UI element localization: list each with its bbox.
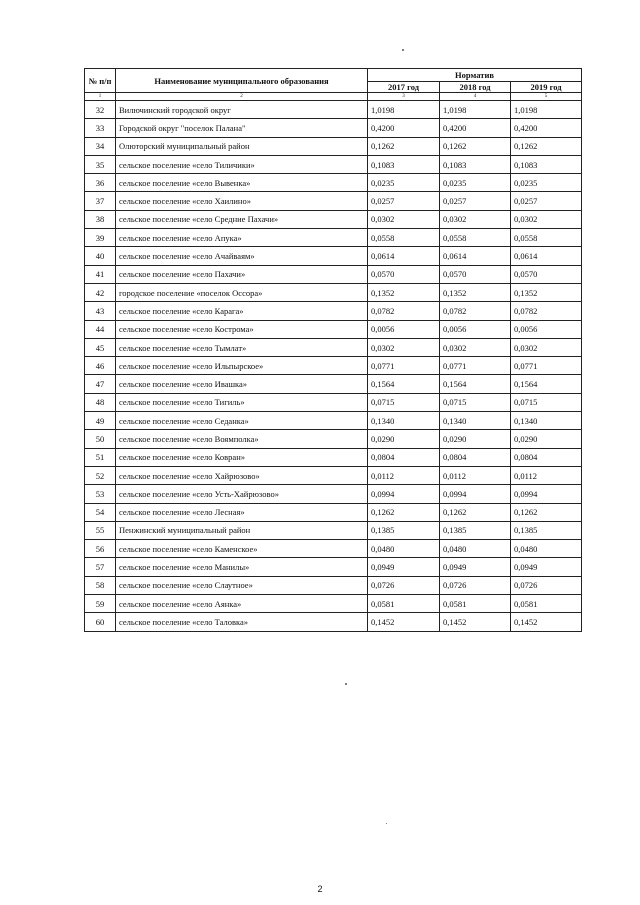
- row-number: 60: [85, 613, 116, 631]
- table-row: [85, 503, 582, 521]
- value-2018: 0,0257: [440, 192, 511, 210]
- municipality-name: сельское поселение «село Пахачи»: [116, 265, 368, 283]
- value-2018: 0,0614: [440, 247, 511, 265]
- municipality-name: сельское поселение «село Кострома»: [116, 320, 368, 338]
- row-number: 59: [85, 595, 116, 613]
- value-2019: 0,1564: [511, 375, 582, 393]
- value-2017: 0,0480: [368, 540, 440, 558]
- value-2018: 0,1083: [440, 155, 511, 173]
- table-row: [85, 466, 582, 484]
- row-number: 41: [85, 265, 116, 283]
- page-number: 2: [317, 884, 323, 894]
- row-number: 34: [85, 137, 116, 155]
- row-number: 51: [85, 448, 116, 466]
- table-row: [85, 320, 582, 338]
- value-2017: 0,0614: [368, 247, 440, 265]
- table-row: [85, 540, 582, 558]
- value-2019: 0,0257: [511, 192, 582, 210]
- scan-speck: [402, 49, 404, 51]
- value-2018: 0,0056: [440, 320, 511, 338]
- municipality-name: сельское поселение «село Лесная»: [116, 503, 368, 521]
- row-number: 43: [85, 302, 116, 320]
- value-2018: 0,0581: [440, 595, 511, 613]
- value-2017: 1,0198: [368, 101, 440, 119]
- value-2019: 0,0614: [511, 247, 582, 265]
- row-number: 55: [85, 521, 116, 539]
- value-2018: 0,1352: [440, 283, 511, 301]
- value-2017: 0,1564: [368, 375, 440, 393]
- row-number: 45: [85, 338, 116, 356]
- value-2017: 0,0235: [368, 174, 440, 192]
- value-2018: 0,1452: [440, 613, 511, 631]
- table-row: [85, 247, 582, 265]
- row-number: 49: [85, 412, 116, 430]
- header-number: № п/п: [85, 69, 116, 93]
- column-index: 1: [85, 93, 116, 101]
- value-2017: 0,1083: [368, 155, 440, 173]
- value-2017: 0,0804: [368, 448, 440, 466]
- municipality-name: сельское поселение «село Усть-Хайрюзово»: [116, 485, 368, 503]
- municipality-name: сельское поселение «село Ивашка»: [116, 375, 368, 393]
- value-2017: 0,0782: [368, 302, 440, 320]
- value-2017: 0,1385: [368, 521, 440, 539]
- value-2018: 1,0198: [440, 101, 511, 119]
- value-2019: 0,1262: [511, 137, 582, 155]
- value-2019: 0,1262: [511, 503, 582, 521]
- table-row: [85, 101, 582, 119]
- value-2018: 0,0558: [440, 229, 511, 247]
- value-2019: 0,0581: [511, 595, 582, 613]
- municipality-name: сельское поселение «село Тигиль»: [116, 393, 368, 411]
- row-number: 47: [85, 375, 116, 393]
- value-2017: 0,0290: [368, 430, 440, 448]
- municipality-name: сельское поселение «село Тымлат»: [116, 338, 368, 356]
- column-index: 2: [116, 93, 368, 101]
- row-number: 46: [85, 357, 116, 375]
- table-body: [85, 101, 582, 632]
- value-2018: 0,0994: [440, 485, 511, 503]
- value-2018: 0,1262: [440, 503, 511, 521]
- municipality-name: сельское поселение «село Карага»: [116, 302, 368, 320]
- municipality-name: сельское поселение «село Манилы»: [116, 558, 368, 576]
- municipality-name: сельское поселение «село Воямполка»: [116, 430, 368, 448]
- table-row: [85, 357, 582, 375]
- row-number: 48: [85, 393, 116, 411]
- municipality-name: сельское поселение «село Тиличики»: [116, 155, 368, 173]
- header-year-2018: 2018 год: [440, 82, 511, 93]
- table-row: [85, 375, 582, 393]
- row-number: 53: [85, 485, 116, 503]
- row-number: 38: [85, 210, 116, 228]
- table-row: [85, 155, 582, 173]
- value-2017: 0,1262: [368, 503, 440, 521]
- municipality-name: сельское поселение «село Таловка»: [116, 613, 368, 631]
- row-number: 32: [85, 101, 116, 119]
- value-2019: 0,0056: [511, 320, 582, 338]
- table-row: [85, 576, 582, 594]
- value-2017: 0,4200: [368, 119, 440, 137]
- table-row: [85, 412, 582, 430]
- value-2018: 0,0290: [440, 430, 511, 448]
- municipality-name: сельское поселение «село Слаутное»: [116, 576, 368, 594]
- municipality-name: сельское поселение «село Ковран»: [116, 448, 368, 466]
- municipality-name: сельское поселение «село Хаилино»: [116, 192, 368, 210]
- municipality-name: сельское поселение «село Седанка»: [116, 412, 368, 430]
- table-row: [85, 558, 582, 576]
- value-2018: 0,0480: [440, 540, 511, 558]
- row-number: 39: [85, 229, 116, 247]
- value-2017: 0,1452: [368, 613, 440, 631]
- municipality-name: Вилючинский городской округ: [116, 101, 368, 119]
- value-2017: 0,0771: [368, 357, 440, 375]
- row-number: 36: [85, 174, 116, 192]
- row-number: 44: [85, 320, 116, 338]
- municipality-name: сельское поселение «село Аянка»: [116, 595, 368, 613]
- value-2017: 0,0302: [368, 210, 440, 228]
- value-2018: 0,1340: [440, 412, 511, 430]
- value-2018: 0,0726: [440, 576, 511, 594]
- scan-speck: [345, 683, 347, 685]
- table-row: [85, 521, 582, 539]
- value-2019: 0,0302: [511, 210, 582, 228]
- value-2019: 0,0235: [511, 174, 582, 192]
- row-number: 42: [85, 283, 116, 301]
- municipality-name: сельское поселение «село Вывенка»: [116, 174, 368, 192]
- municipality-name: сельское поселение «село Ильпырское»: [116, 357, 368, 375]
- table-row: [85, 210, 582, 228]
- value-2018: 0,0302: [440, 338, 511, 356]
- table-row: [85, 302, 582, 320]
- value-2017: 0,0302: [368, 338, 440, 356]
- value-2017: 0,0112: [368, 466, 440, 484]
- value-2018: 0,0771: [440, 357, 511, 375]
- row-number: 40: [85, 247, 116, 265]
- row-number: 54: [85, 503, 116, 521]
- table-row: [85, 283, 582, 301]
- value-2018: 0,1564: [440, 375, 511, 393]
- table-row: [85, 485, 582, 503]
- value-2019: 0,1452: [511, 613, 582, 631]
- row-number: 57: [85, 558, 116, 576]
- value-2019: 0,1340: [511, 412, 582, 430]
- value-2019: 0,1352: [511, 283, 582, 301]
- value-2017: 0,1352: [368, 283, 440, 301]
- value-2017: 0,0994: [368, 485, 440, 503]
- value-2019: 0,0804: [511, 448, 582, 466]
- value-2019: 0,0994: [511, 485, 582, 503]
- municipality-name: Пенжинский муниципальный район: [116, 521, 368, 539]
- header-year-2019: 2019 год: [511, 82, 582, 93]
- value-2019: 0,0558: [511, 229, 582, 247]
- value-2018: 0,0949: [440, 558, 511, 576]
- value-2017: 0,0570: [368, 265, 440, 283]
- value-2018: 0,0112: [440, 466, 511, 484]
- table-row: [85, 174, 582, 192]
- table-row: [85, 229, 582, 247]
- value-2018: 0,4200: [440, 119, 511, 137]
- value-2018: 0,0570: [440, 265, 511, 283]
- value-2019: 1,0198: [511, 101, 582, 119]
- table-row: [85, 595, 582, 613]
- value-2018: 0,1262: [440, 137, 511, 155]
- value-2019: 0,0480: [511, 540, 582, 558]
- row-number: 35: [85, 155, 116, 173]
- value-2018: 0,1385: [440, 521, 511, 539]
- value-2019: 0,0302: [511, 338, 582, 356]
- value-2018: 0,0715: [440, 393, 511, 411]
- municipality-name: сельское поселение «село Ачайваям»: [116, 247, 368, 265]
- value-2018: 0,0235: [440, 174, 511, 192]
- value-2017: 0,0581: [368, 595, 440, 613]
- value-2019: 0,0715: [511, 393, 582, 411]
- municipality-name: Городской округ "поселок Палана": [116, 119, 368, 137]
- municipality-name: Олюторский муниципальный район: [116, 137, 368, 155]
- value-2017: 0,0949: [368, 558, 440, 576]
- row-number: 58: [85, 576, 116, 594]
- value-2017: 0,0056: [368, 320, 440, 338]
- value-2019: 0,0771: [511, 357, 582, 375]
- row-number: 33: [85, 119, 116, 137]
- table-row: [85, 393, 582, 411]
- value-2019: 0,0782: [511, 302, 582, 320]
- value-2017: 0,0726: [368, 576, 440, 594]
- row-number: 37: [85, 192, 116, 210]
- value-2017: 0,0558: [368, 229, 440, 247]
- municipality-name: сельское поселение «село Апука»: [116, 229, 368, 247]
- value-2019: 0,0570: [511, 265, 582, 283]
- value-2017: 0,0715: [368, 393, 440, 411]
- row-number: 52: [85, 466, 116, 484]
- value-2018: 0,0804: [440, 448, 511, 466]
- scan-speck: [386, 823, 387, 824]
- value-2019: 0,1083: [511, 155, 582, 173]
- column-index: 4: [440, 93, 511, 101]
- value-2017: 0,1340: [368, 412, 440, 430]
- column-index: 3: [368, 93, 440, 101]
- header-year-2017: 2017 год: [368, 82, 440, 93]
- table-row: [85, 119, 582, 137]
- normative-table: [84, 68, 582, 632]
- value-2019: 0,0112: [511, 466, 582, 484]
- table-row: [85, 430, 582, 448]
- value-2019: 0,0726: [511, 576, 582, 594]
- row-number: 56: [85, 540, 116, 558]
- column-index: 5: [511, 93, 582, 101]
- header-normative: Норматив: [368, 69, 582, 82]
- header-municipality-name: Наименование муниципального образования: [116, 69, 368, 93]
- table-row: [85, 265, 582, 283]
- table-row: [85, 192, 582, 210]
- table-row: [85, 137, 582, 155]
- value-2017: 0,1262: [368, 137, 440, 155]
- value-2019: 0,4200: [511, 119, 582, 137]
- value-2018: 0,0302: [440, 210, 511, 228]
- value-2019: 0,1385: [511, 521, 582, 539]
- table-row: [85, 338, 582, 356]
- value-2018: 0,0782: [440, 302, 511, 320]
- value-2019: 0,0949: [511, 558, 582, 576]
- row-number: 50: [85, 430, 116, 448]
- table-row: [85, 613, 582, 631]
- table-row: [85, 448, 582, 466]
- value-2017: 0,0257: [368, 192, 440, 210]
- value-2019: 0,0290: [511, 430, 582, 448]
- municipality-name: городское поселение «поселок Оссора»: [116, 283, 368, 301]
- municipality-name: сельское поселение «село Средние Пахачи»: [116, 210, 368, 228]
- municipality-name: сельское поселение «село Хайрюзово»: [116, 466, 368, 484]
- municipality-name: сельское поселение «село Каменское»: [116, 540, 368, 558]
